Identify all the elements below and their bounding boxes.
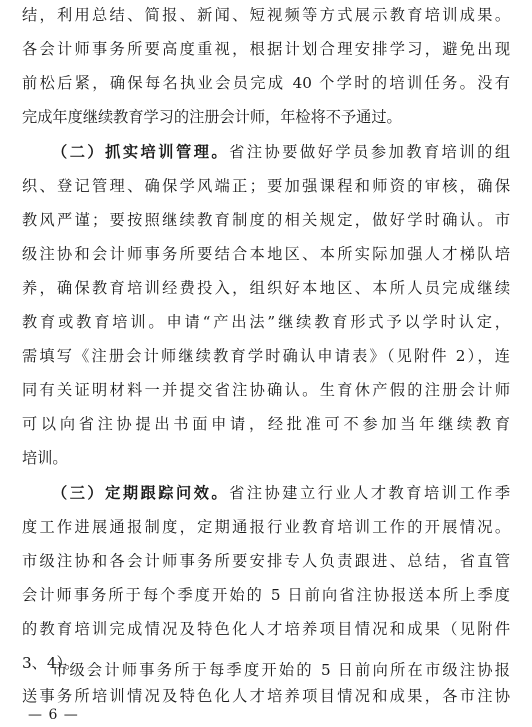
section-text: 省注协要做好学员参加教育培训的组 — [229, 143, 511, 161]
paragraph-line: 的教育培训完成情况及特色化人才培养项目情况和成果（见附件 — [22, 620, 510, 638]
section-first-line — [52, 483, 510, 503]
paragraph-line: 会计师事务所于每个季度开始的 5 日前向省注协报送本所上季度 — [22, 586, 510, 604]
paragraph-line: 可以向省注协提出书面申请，经批准可不参加当年继续教育 — [22, 415, 510, 433]
paragraph-line: 需填写《注册会计师继续教育学时确认申请表》（见附件 2），连 — [22, 347, 510, 365]
paragraph-line: 教风严谨；要按照继续教育制度的相关规定，做好学时确认。市 — [22, 211, 510, 229]
paragraph-line: 度工作进展通报制度，定期通报行业教育培训工作的开展情况。 — [22, 518, 510, 536]
paragraph-line: 3、4）。 — [22, 654, 80, 672]
paragraph-line: 市级会计师事务所于每季度开始的 5 日前向所在市级注协报 — [52, 661, 510, 679]
paragraph-line: 培训。 — [22, 449, 68, 467]
section-text: 省注协建立行业人才教育培训工作季 — [229, 484, 511, 502]
section-heading: （二）抓实培训管理。 — [52, 143, 230, 161]
paragraph-line: 织、登记管理、确保学风端正；要加强课程和师资的审核，确保 — [22, 177, 510, 195]
paragraph-line: 市级注协和各会计师事务所要安排专人负责跟进、总结，省直管 — [22, 552, 510, 570]
section-heading: （三）定期跟踪问效。 — [52, 484, 230, 502]
paragraph-line: 完成年度继续教育学习的注册会计师，年检将不予通过。 — [22, 108, 402, 126]
paragraph-line: 教育或教育培训。申请“产出法”继续教育形式予以学时认定， — [22, 313, 510, 331]
paragraph-line: 各会计师事务所要高度重视，根据计划合理安排学习，避免出现 — [22, 40, 510, 58]
paragraph-line: 送事务所培训情况及特色化人才培养项目情况和成果，各市注协 — [22, 687, 510, 705]
section-first-line — [52, 142, 510, 162]
paragraph-line: 结，利用总结、简报、新闻、短视频等方式展示教育培训成果。 — [22, 6, 510, 24]
paragraph-line: 级注协和会计师事务所要结合本地区、本所实际加强人才梯队培 — [22, 245, 510, 263]
paragraph-line: 同有关证明材料一并提交省注协确认。生育休产假的注册会计师 — [22, 381, 510, 399]
page-number: — 6 — — [28, 707, 79, 723]
paragraph-line: 养，确保教育培训经费投入，组织好本地区、本所人员完成继续 — [22, 279, 510, 297]
paragraph-line: 前松后紧，确保每名执业会员完成 40 个学时的培训任务。没有 — [22, 74, 510, 92]
